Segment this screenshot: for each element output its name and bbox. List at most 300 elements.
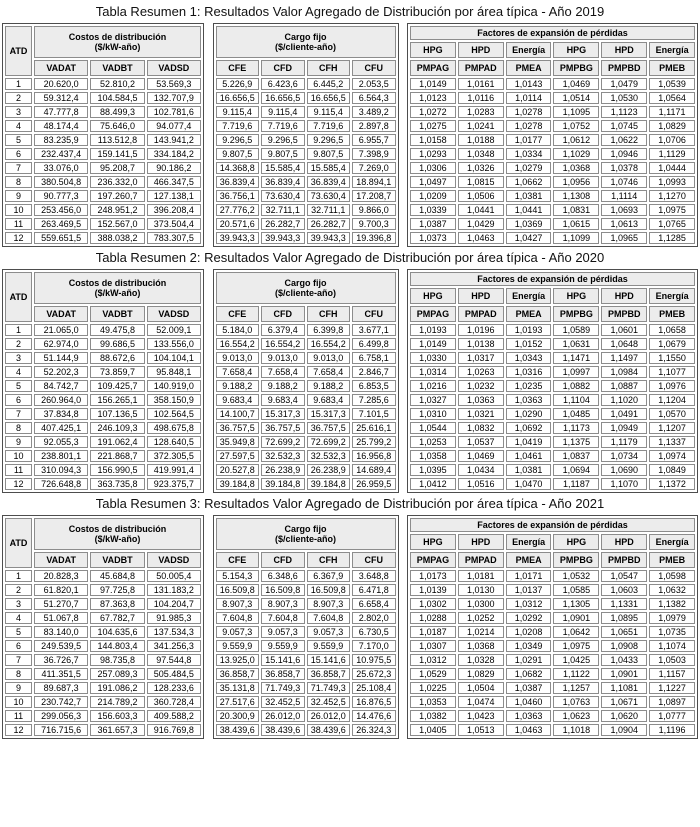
value-cell: 8.907,3 [216, 598, 260, 610]
value-cell: 6.471,8 [352, 584, 396, 596]
tabla-resumen-2-tables [2, 269, 698, 493]
tabla-resumen-3-tables [2, 515, 698, 739]
table-row [5, 436, 201, 448]
value-cell: 1,0975 [553, 640, 599, 652]
table-row [5, 626, 201, 638]
table-row [410, 640, 695, 652]
value-cell: 1,0671 [601, 696, 647, 708]
value-cell: 1,0137 [506, 584, 552, 596]
value-cell: 1,0975 [649, 204, 695, 216]
costos-distribucion-table-2020 [2, 269, 204, 493]
table-row [410, 464, 695, 476]
value-cell: 1,1305 [553, 598, 599, 610]
value-cell: 1,0623 [553, 710, 599, 722]
value-cell: 39.184,8 [307, 478, 351, 490]
value-cell: 1,0381 [506, 464, 552, 476]
value-cell: 1,0746 [601, 176, 647, 188]
table-row [410, 190, 695, 202]
value-cell: 1,1171 [649, 106, 695, 118]
value-cell: 1,0829 [458, 668, 504, 680]
value-cell: 2.897,8 [352, 120, 396, 132]
table-row [5, 106, 201, 118]
value-cell: 1,0290 [506, 408, 552, 420]
value-cell: 1,0603 [601, 584, 647, 596]
value-cell: 26.282,7 [307, 218, 351, 230]
table-row [216, 422, 396, 434]
value-cell: 3.648,8 [352, 570, 396, 582]
value-cell: 1,0444 [649, 162, 695, 174]
atd-cell: 9 [5, 682, 32, 694]
table-row [216, 352, 396, 364]
table-row [5, 148, 201, 160]
value-cell: 48.174,4 [34, 120, 88, 132]
value-cell: 1,0529 [410, 668, 456, 680]
value-cell: 1,1196 [649, 724, 695, 736]
header-cell: VADAT [34, 60, 88, 76]
value-cell: 25.672,3 [352, 668, 396, 680]
value-cell: 334.184,2 [147, 148, 201, 160]
atd-cell: 9 [5, 436, 32, 448]
value-cell: 9.057,3 [216, 626, 260, 638]
header-cell: Factores de expansión de pérdidas [410, 518, 695, 532]
cargo-fijo-table-2019 [213, 23, 399, 247]
atd-cell: 1 [5, 78, 32, 90]
value-cell: 26.324,3 [352, 724, 396, 736]
value-cell: 361.657,3 [90, 724, 144, 736]
header-cell: VADSD [147, 552, 201, 568]
header-cell: Cargo fijo ($/cliente-año) [216, 272, 396, 304]
value-cell: 9.296,5 [216, 134, 260, 146]
table-row [410, 696, 695, 708]
value-cell: 52.810,2 [90, 78, 144, 90]
table-row [216, 366, 396, 378]
tabla-resumen-1-tables [2, 23, 698, 247]
atd-cell: 4 [5, 612, 32, 624]
value-cell: 1,0419 [506, 436, 552, 448]
value-cell: 1,0544 [410, 422, 456, 434]
value-cell: 39.943,3 [261, 232, 305, 244]
value-cell: 25.799,2 [352, 436, 396, 448]
value-cell: 88.672,6 [90, 352, 144, 364]
value-cell: 2.802,0 [352, 612, 396, 624]
atd-cell: 2 [5, 338, 32, 350]
value-cell: 7.719,6 [307, 120, 351, 132]
value-cell: 9.296,5 [261, 134, 305, 146]
value-cell: 1,1104 [553, 394, 599, 406]
table-row [410, 654, 695, 666]
value-cell: 1,0631 [553, 338, 599, 350]
value-cell: 1,0214 [458, 626, 504, 638]
value-cell: 1,0116 [458, 92, 504, 104]
value-cell: 1,0241 [458, 120, 504, 132]
header-cell: CFE [216, 60, 260, 76]
value-cell: 1,0138 [458, 338, 504, 350]
value-cell: 1,0679 [649, 338, 695, 350]
value-cell: 15.317,3 [261, 408, 305, 420]
table-row [410, 436, 695, 448]
atd-cell: 8 [5, 668, 32, 680]
value-cell: 1,0330 [410, 352, 456, 364]
header-cell: PMPAG [410, 306, 456, 322]
value-cell: 916.769,8 [147, 724, 201, 736]
value-cell: 1,0658 [649, 324, 695, 336]
atd-cell: 5 [5, 626, 32, 638]
value-cell: 7.101,5 [352, 408, 396, 420]
value-cell: 1,1337 [649, 436, 695, 448]
value-cell: 1,0143 [506, 78, 552, 90]
value-cell: 2.053,5 [352, 78, 396, 90]
value-cell: 159.141,5 [90, 148, 144, 160]
value-cell: 1,0368 [553, 162, 599, 174]
header-cell: CFH [307, 306, 351, 322]
header-cell: PMPBD [601, 60, 647, 76]
value-cell: 1,0692 [506, 422, 552, 434]
value-cell: 1,0974 [649, 450, 695, 462]
value-cell: 1,0310 [410, 408, 456, 420]
atd-cell: 2 [5, 584, 32, 596]
value-cell: 51.144,9 [34, 352, 88, 364]
atd-cell: 3 [5, 598, 32, 610]
value-cell: 6.658,4 [352, 598, 396, 610]
value-cell: 1,0312 [506, 598, 552, 610]
value-cell: 97.544,8 [147, 654, 201, 666]
table-row [216, 120, 396, 132]
value-cell: 1,0460 [506, 696, 552, 708]
header-cell: PMPBG [553, 552, 599, 568]
header-cell: CFD [261, 552, 305, 568]
value-cell: 9.866,0 [352, 204, 396, 216]
value-cell: 1,0369 [506, 218, 552, 230]
header-cell: Energía [506, 534, 552, 550]
value-cell: 127.138,1 [147, 190, 201, 202]
value-cell: 84.742,7 [34, 380, 88, 392]
value-cell: 113.512,8 [90, 134, 144, 146]
value-cell: 156.603,3 [90, 710, 144, 722]
value-cell: 1,0463 [458, 232, 504, 244]
value-cell: 7.604,8 [216, 612, 260, 624]
value-cell: 91.985,3 [147, 612, 201, 624]
table-row [216, 654, 396, 666]
value-cell: 36.839,4 [261, 176, 305, 188]
value-cell: 1,1077 [649, 366, 695, 378]
value-cell: 1,0949 [601, 422, 647, 434]
value-cell: 221.868,7 [90, 450, 144, 462]
table-row [5, 478, 201, 490]
table-row [5, 176, 201, 188]
header-cell: HPD [601, 42, 647, 58]
value-cell: 1,0651 [601, 626, 647, 638]
table-row [410, 584, 695, 596]
value-cell: 9.807,5 [261, 148, 305, 160]
value-cell: 1,0632 [649, 584, 695, 596]
value-cell: 498.675,8 [147, 422, 201, 434]
value-cell: 466.347,5 [147, 176, 201, 188]
header-cell: HPD [458, 42, 504, 58]
value-cell: 133.556,0 [147, 338, 201, 350]
value-cell: 1,0353 [410, 696, 456, 708]
value-cell: 16.554,2 [216, 338, 260, 350]
value-cell: 1,0232 [458, 380, 504, 392]
table-row [5, 338, 201, 350]
value-cell: 18.894,1 [352, 176, 396, 188]
value-cell: 16.876,5 [352, 696, 396, 708]
value-cell: 299.056,3 [34, 710, 88, 722]
value-cell: 1,1308 [553, 190, 599, 202]
value-cell: 6.399,8 [307, 324, 351, 336]
value-cell: 372.305,5 [147, 450, 201, 462]
atd-cell: 11 [5, 710, 32, 722]
value-cell: 1,0513 [458, 724, 504, 736]
table-row [5, 640, 201, 652]
value-cell: 9.700,3 [352, 218, 396, 230]
value-cell: 67.782,7 [90, 612, 144, 624]
table-row [216, 682, 396, 694]
value-cell: 407.425,1 [34, 422, 88, 434]
header-cell: VADBT [90, 60, 144, 76]
table-row [216, 584, 396, 596]
value-cell: 1,0312 [410, 654, 456, 666]
value-cell: 20.300,9 [216, 710, 260, 722]
value-cell: 36.757,5 [216, 422, 260, 434]
value-cell: 92.055,3 [34, 436, 88, 448]
table-row [216, 598, 396, 610]
value-cell: 128.233,6 [147, 682, 201, 694]
value-cell: 1,0601 [601, 324, 647, 336]
table-row [5, 682, 201, 694]
table-row [5, 450, 201, 462]
value-cell: 1,0395 [410, 464, 456, 476]
value-cell: 1,1497 [601, 352, 647, 364]
value-cell: 1,0187 [410, 626, 456, 638]
header-cell: Factores de expansión de pérdidas [410, 272, 695, 286]
header-cell: Energía [506, 288, 552, 304]
header-cell: PMPBD [601, 306, 647, 322]
value-cell: 1,1270 [649, 190, 695, 202]
value-cell: 16.656,5 [216, 92, 260, 104]
value-cell: 90.186,2 [147, 162, 201, 174]
value-cell: 380.504,8 [34, 176, 88, 188]
value-cell: 1,0752 [553, 120, 599, 132]
value-cell: 726.648,8 [34, 478, 88, 490]
value-cell: 1,0307 [410, 640, 456, 652]
header-cell: ATD [5, 518, 32, 568]
value-cell: 1,0279 [506, 162, 552, 174]
value-cell: 1,0288 [410, 612, 456, 624]
table-row [410, 626, 695, 638]
value-cell: 1,0516 [458, 478, 504, 490]
value-cell: 1,0706 [649, 134, 695, 146]
table-row [216, 696, 396, 708]
atd-cell: 10 [5, 204, 32, 216]
value-cell: 83.235,9 [34, 134, 88, 146]
value-cell: 39.184,8 [216, 478, 260, 490]
table-row [216, 464, 396, 476]
table-row [216, 204, 396, 216]
header-cell: PMEA [506, 60, 552, 76]
value-cell: 1,0997 [553, 366, 599, 378]
value-cell: 21.065,0 [34, 324, 88, 336]
value-cell: 16.509,8 [216, 584, 260, 596]
value-cell: 1,0161 [458, 78, 504, 90]
value-cell: 32.711,1 [261, 204, 305, 216]
value-cell: 1,0849 [649, 464, 695, 476]
value-cell: 102.781,6 [147, 106, 201, 118]
table-row [5, 422, 201, 434]
table-row [5, 598, 201, 610]
value-cell: 1,0339 [410, 204, 456, 216]
value-cell: 1,0149 [410, 338, 456, 350]
value-cell: 9.559,9 [261, 640, 305, 652]
value-cell: 1,0326 [458, 162, 504, 174]
atd-cell: 12 [5, 478, 32, 490]
value-cell: 1,0139 [410, 584, 456, 596]
value-cell: 7.719,6 [216, 120, 260, 132]
value-cell: 38.439,6 [261, 724, 305, 736]
value-cell: 360.728,4 [147, 696, 201, 708]
table-row [410, 710, 695, 722]
table-row [216, 134, 396, 146]
header-cell: HPD [458, 288, 504, 304]
header-cell: Energía [649, 42, 695, 58]
header-cell: HPG [410, 288, 456, 304]
value-cell: 1,0993 [649, 176, 695, 188]
value-cell: 1,0328 [458, 654, 504, 666]
value-cell: 152.567,0 [90, 218, 144, 230]
value-cell: 39.943,3 [307, 232, 351, 244]
header-cell: ATD [5, 272, 32, 322]
table-row [5, 668, 201, 680]
value-cell: 37.834,8 [34, 408, 88, 420]
value-cell: 923.375,7 [147, 478, 201, 490]
value-cell: 1,0831 [553, 204, 599, 216]
table-row [5, 78, 201, 90]
value-cell: 1,0193 [410, 324, 456, 336]
table-row [410, 106, 695, 118]
table-row [410, 478, 695, 490]
value-cell: 373.504,4 [147, 218, 201, 230]
table-row [410, 408, 695, 420]
value-cell: 7.269,0 [352, 162, 396, 174]
value-cell: 1,0225 [410, 682, 456, 694]
value-cell: 1,0537 [458, 436, 504, 448]
value-cell: 1,0291 [506, 654, 552, 666]
header-cell: VADAT [34, 306, 88, 322]
header-cell: VADSD [147, 306, 201, 322]
value-cell: 1,1114 [601, 190, 647, 202]
value-cell: 1,0642 [553, 626, 599, 638]
value-cell: 1,0570 [649, 408, 695, 420]
value-cell: 52.009,1 [147, 324, 201, 336]
value-cell: 1,0188 [458, 134, 504, 146]
value-cell: 14.476,6 [352, 710, 396, 722]
header-cell: Energía [649, 534, 695, 550]
header-cell: PMPAG [410, 60, 456, 76]
cargo-fijo-table-2021 [213, 515, 399, 739]
table-row [216, 148, 396, 160]
value-cell: 260.964,0 [34, 394, 88, 406]
value-cell: 27.517,6 [216, 696, 260, 708]
value-cell: 9.013,0 [261, 352, 305, 364]
header-cell: PMEB [649, 552, 695, 568]
value-cell: 27.597,5 [216, 450, 260, 462]
value-cell: 35.949,8 [216, 436, 260, 448]
value-cell: 263.469,5 [34, 218, 88, 230]
value-cell: 1,0837 [553, 450, 599, 462]
table-row [5, 190, 201, 202]
value-cell: 1,1173 [553, 422, 599, 434]
header-cell: HPG [553, 534, 599, 550]
value-cell: 73.630,4 [261, 190, 305, 202]
value-cell: 1,0427 [506, 232, 552, 244]
atd-cell: 1 [5, 324, 32, 336]
value-cell: 99.686,5 [90, 338, 144, 350]
table-row [5, 408, 201, 420]
table-row [5, 134, 201, 146]
value-cell: 75.646,0 [90, 120, 144, 132]
value-cell: 25.616,1 [352, 422, 396, 434]
value-cell: 27.776,2 [216, 204, 260, 216]
value-cell: 1,1099 [553, 232, 599, 244]
value-cell: 1,0598 [649, 570, 695, 582]
header-cell: PMPAD [458, 60, 504, 76]
atd-cell: 7 [5, 654, 32, 666]
value-cell: 409.588,2 [147, 710, 201, 722]
value-cell: 32.452,5 [307, 696, 351, 708]
value-cell: 89.687,3 [34, 682, 88, 694]
value-cell: 98.735,8 [90, 654, 144, 666]
atd-cell: 8 [5, 422, 32, 434]
value-cell: 1,0253 [410, 436, 456, 448]
header-cell: ATD [5, 26, 32, 76]
value-cell: 1,0208 [506, 626, 552, 638]
value-cell: 107.136,5 [90, 408, 144, 420]
value-cell: 1,0177 [506, 134, 552, 146]
value-cell: 191.062,4 [90, 436, 144, 448]
value-cell: 1,0275 [410, 120, 456, 132]
value-cell: 14.689,4 [352, 464, 396, 476]
table-row [410, 724, 695, 736]
header-cell: PMPAD [458, 552, 504, 568]
value-cell: 1,0514 [553, 92, 599, 104]
value-cell: 9.807,5 [216, 148, 260, 160]
table-row [410, 176, 695, 188]
header-cell: CFE [216, 552, 260, 568]
value-cell: 90.777,3 [34, 190, 88, 202]
table-row [5, 162, 201, 174]
header-cell: Costos de distribución ($/kW-año) [34, 272, 201, 304]
table-row [216, 408, 396, 420]
value-cell: 1,0469 [553, 78, 599, 90]
header-cell: HPD [458, 534, 504, 550]
header-cell: CFU [352, 60, 396, 76]
value-cell: 6.499,8 [352, 338, 396, 350]
value-cell: 36.858,7 [216, 668, 260, 680]
table-row [5, 570, 201, 582]
header-cell: Costos de distribución ($/kW-año) [34, 518, 201, 550]
value-cell: 10.975,5 [352, 654, 396, 666]
atd-cell: 6 [5, 640, 32, 652]
value-cell: 1,0349 [506, 640, 552, 652]
table-row [5, 232, 201, 244]
table-row [5, 724, 201, 736]
value-cell: 1,0363 [506, 710, 552, 722]
atd-cell: 1 [5, 570, 32, 582]
value-cell: 1,0474 [458, 696, 504, 708]
value-cell: 1,0530 [601, 92, 647, 104]
value-cell: 16.554,2 [261, 338, 305, 350]
value-cell: 1,0622 [601, 134, 647, 146]
table-row [410, 218, 695, 230]
